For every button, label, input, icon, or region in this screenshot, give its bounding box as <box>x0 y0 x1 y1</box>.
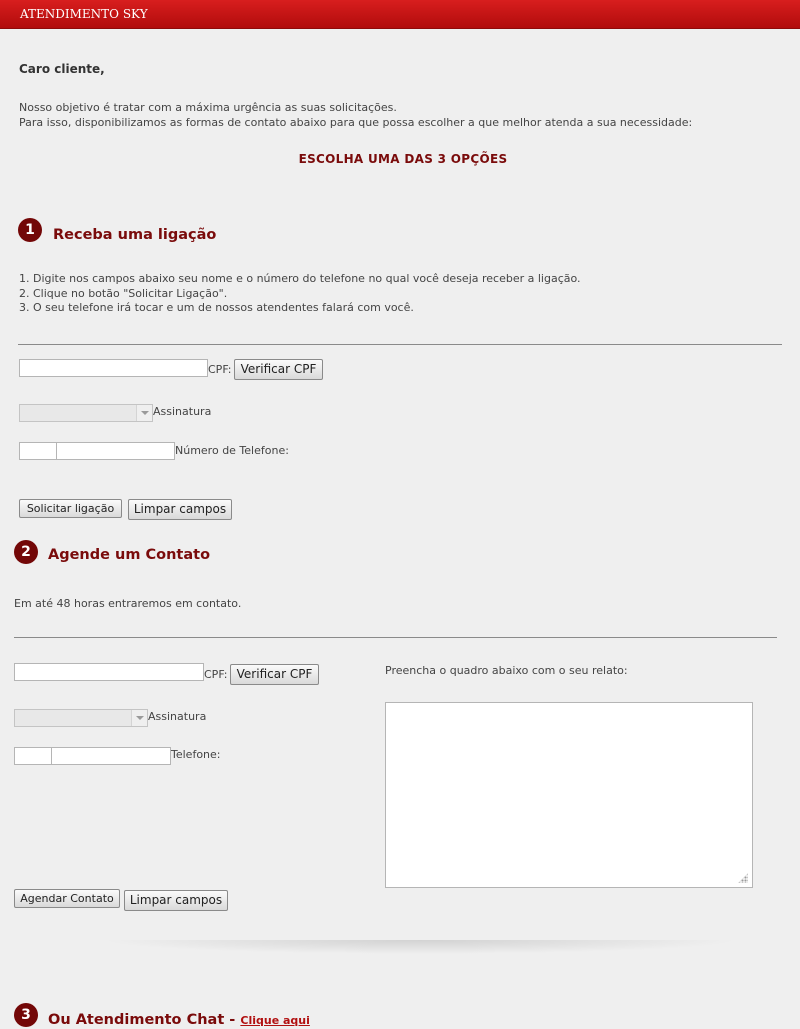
intro-line-1: Nosso objetivo é tratar com a máxima urgência as suas solicitações. <box>19 101 397 114</box>
greeting: Caro cliente, <box>19 62 105 76</box>
area-code-input-1[interactable] <box>19 442 57 460</box>
chevron-down-icon <box>131 710 147 726</box>
section-2-title: Agende um Contato <box>48 547 211 563</box>
section-1-steps <box>19 272 581 316</box>
phone-label-1: Número de Telefone: <box>175 444 289 457</box>
phone-label-2: Telefone: <box>171 748 221 761</box>
section-1-title: Receba uma ligação <box>53 227 217 243</box>
section-2-divider <box>14 637 777 638</box>
schedule-contact-button[interactable]: Agendar Contato <box>14 889 120 908</box>
header-title: ATENDIMENTO SKY <box>20 7 148 21</box>
request-call-button[interactable]: Solicitar ligação <box>19 499 122 518</box>
step-3: 3. O seu telefone irá tocar e um de nossos atendentes falará com você. <box>19 301 414 314</box>
section-1-number-badge: 1 <box>18 218 42 242</box>
section-3-title: Ou Atendimento Chat <box>48 1012 225 1028</box>
step-2: 2. Clique no botão "Solicitar Ligação". <box>19 286 228 300</box>
subscription-select-2[interactable] <box>14 709 148 727</box>
choose-option-heading: ESCOLHA UMA DAS 3 OPÇÕES <box>298 152 508 166</box>
verify-cpf-button-1[interactable]: Verificar CPF <box>234 359 323 380</box>
step-1: 1. Digite nos campos abaixo seu nome e o número do telefone no qual você deseja receber a ligação. <box>19 272 581 285</box>
section-3-heading <box>48 1012 310 1028</box>
cpf-input-2[interactable] <box>14 663 204 681</box>
intro-line-2: Para isso, disponibilizamos as formas de contato abaixo para que possa escolher a que melhor atenda a sua necessidade: <box>19 116 693 129</box>
cpf-label-1: CPF: <box>208 363 232 376</box>
section-3-number-badge: 3 <box>14 1003 38 1027</box>
chat-link[interactable]: Clique aqui <box>240 1014 310 1027</box>
section-separator-shadow <box>100 940 740 954</box>
subscription-label-2: Assinatura <box>148 710 207 723</box>
header-bar <box>0 0 800 29</box>
subscription-select-1[interactable] <box>19 404 153 422</box>
resize-grip-icon[interactable] <box>738 873 748 883</box>
section-2-number-badge: 2 <box>14 540 38 564</box>
chevron-down-icon <box>136 405 152 421</box>
clear-fields-button-1[interactable]: Limpar campos <box>128 499 232 520</box>
phone-input-1[interactable] <box>56 442 175 460</box>
intro-text <box>19 100 692 130</box>
cpf-label-2: CPF: <box>204 668 228 681</box>
cpf-input-1[interactable] <box>19 359 208 377</box>
section-3-separator: - <box>224 1012 241 1028</box>
verify-cpf-button-2[interactable]: Verificar CPF <box>230 664 319 685</box>
report-textarea[interactable] <box>385 702 753 888</box>
section-2-note: Em até 48 horas entraremos em contato. <box>14 597 242 610</box>
report-label: Preencha o quadro abaixo com o seu relato: <box>385 664 628 677</box>
clear-fields-button-2[interactable]: Limpar campos <box>124 890 228 911</box>
area-code-input-2[interactable] <box>14 747 52 765</box>
subscription-label-1: Assinatura <box>153 405 212 418</box>
phone-input-2[interactable] <box>51 747 171 765</box>
section-1-divider <box>18 344 782 345</box>
